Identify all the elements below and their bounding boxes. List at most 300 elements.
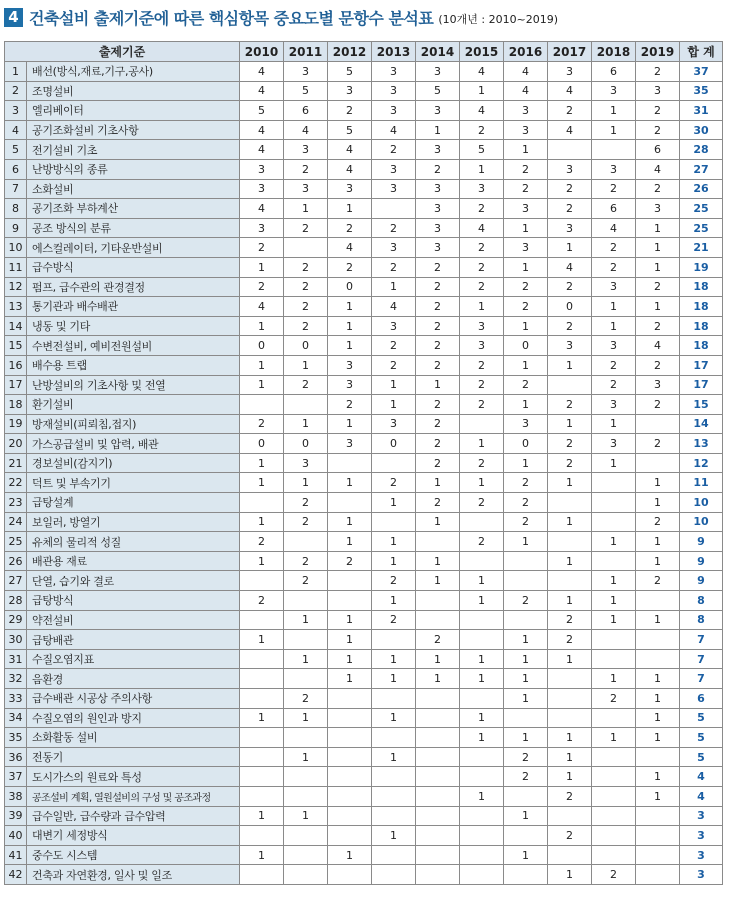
year-count-cell: 1 bbox=[460, 159, 504, 179]
table-header-row bbox=[5, 42, 723, 62]
header-year: 2018 bbox=[592, 42, 636, 62]
year-count-cell bbox=[548, 689, 592, 709]
year-count-cell: 2 bbox=[460, 453, 504, 473]
year-count-cell bbox=[240, 669, 284, 689]
year-count-cell: 1 bbox=[240, 806, 284, 826]
year-count-cell: 1 bbox=[240, 257, 284, 277]
row-criteria-name: 가스공급설비 및 압력, 배관 bbox=[27, 434, 240, 454]
year-count-cell: 2 bbox=[636, 179, 680, 199]
row-criteria-name: 배관용 재료 bbox=[27, 551, 240, 571]
year-count-cell bbox=[592, 551, 636, 571]
year-count-cell: 4 bbox=[548, 257, 592, 277]
year-count-cell: 3 bbox=[328, 434, 372, 454]
year-count-cell: 1 bbox=[548, 551, 592, 571]
row-number: 2 bbox=[5, 81, 27, 101]
row-number: 41 bbox=[5, 845, 27, 865]
year-count-cell: 2 bbox=[328, 257, 372, 277]
row-total: 21 bbox=[680, 238, 723, 258]
table-row bbox=[5, 649, 723, 669]
year-count-cell bbox=[592, 512, 636, 532]
year-count-cell bbox=[240, 865, 284, 885]
row-criteria-name: 환기설비 bbox=[27, 395, 240, 415]
year-count-cell bbox=[636, 453, 680, 473]
year-count-cell bbox=[372, 767, 416, 787]
year-count-cell: 1 bbox=[240, 845, 284, 865]
year-count-cell: 3 bbox=[416, 218, 460, 238]
row-total: 13 bbox=[680, 434, 723, 454]
row-number: 19 bbox=[5, 414, 27, 434]
year-count-cell: 3 bbox=[460, 179, 504, 199]
year-count-cell bbox=[372, 845, 416, 865]
row-criteria-name: 급탕방식 bbox=[27, 591, 240, 611]
year-count-cell: 3 bbox=[504, 238, 548, 258]
year-count-cell bbox=[636, 649, 680, 669]
year-count-cell: 2 bbox=[592, 238, 636, 258]
year-count-cell bbox=[284, 395, 328, 415]
page-title bbox=[4, 4, 558, 30]
year-count-cell: 1 bbox=[460, 649, 504, 669]
year-count-cell: 3 bbox=[636, 375, 680, 395]
year-count-cell: 4 bbox=[328, 238, 372, 258]
row-total: 8 bbox=[680, 591, 723, 611]
year-count-cell: 1 bbox=[592, 728, 636, 748]
row-criteria-name: 에스컬레이터, 기타운반설비 bbox=[27, 238, 240, 258]
row-number: 22 bbox=[5, 473, 27, 493]
year-count-cell: 3 bbox=[416, 101, 460, 121]
table-row bbox=[5, 610, 723, 630]
year-count-cell: 1 bbox=[328, 297, 372, 317]
year-count-cell: 4 bbox=[460, 62, 504, 82]
row-total: 37 bbox=[680, 62, 723, 82]
year-count-cell: 1 bbox=[328, 532, 372, 552]
title-sub: (10개년 : 2010~2019) bbox=[438, 12, 559, 26]
year-count-cell: 2 bbox=[460, 199, 504, 219]
year-count-cell: 2 bbox=[284, 551, 328, 571]
year-count-cell: 1 bbox=[416, 473, 460, 493]
year-count-cell: 1 bbox=[416, 512, 460, 532]
table-row bbox=[5, 179, 723, 199]
row-criteria-name: 대변기 세정방식 bbox=[27, 826, 240, 846]
year-count-cell bbox=[416, 689, 460, 709]
title-main: 건축설비 출제기준에 따른 핵심항목 중요도별 문항수 분석표 bbox=[29, 8, 434, 28]
year-count-cell: 0 bbox=[284, 434, 328, 454]
year-count-cell: 2 bbox=[636, 571, 680, 591]
row-number: 13 bbox=[5, 297, 27, 317]
row-criteria-name: 건축과 자연환경, 일사 및 일조 bbox=[27, 865, 240, 885]
year-count-cell: 2 bbox=[416, 434, 460, 454]
year-count-cell bbox=[372, 630, 416, 650]
year-count-cell: 2 bbox=[504, 179, 548, 199]
year-count-cell bbox=[284, 786, 328, 806]
year-count-cell: 1 bbox=[372, 532, 416, 552]
year-count-cell: 1 bbox=[372, 591, 416, 611]
table-row bbox=[5, 826, 723, 846]
year-count-cell bbox=[328, 865, 372, 885]
year-count-cell bbox=[460, 865, 504, 885]
year-count-cell: 4 bbox=[636, 336, 680, 356]
year-count-cell: 5 bbox=[328, 62, 372, 82]
year-count-cell: 1 bbox=[636, 551, 680, 571]
year-count-cell: 1 bbox=[240, 375, 284, 395]
year-count-cell bbox=[460, 767, 504, 787]
year-count-cell: 2 bbox=[416, 297, 460, 317]
year-count-cell: 0 bbox=[372, 434, 416, 454]
year-count-cell: 2 bbox=[504, 277, 548, 297]
row-criteria-name: 공조 방식의 분류 bbox=[27, 218, 240, 238]
year-count-cell: 3 bbox=[284, 179, 328, 199]
year-count-cell: 1 bbox=[240, 316, 284, 336]
table-row bbox=[5, 120, 723, 140]
row-total: 17 bbox=[680, 355, 723, 375]
year-count-cell bbox=[416, 806, 460, 826]
row-number: 40 bbox=[5, 826, 27, 846]
year-count-cell: 2 bbox=[460, 257, 504, 277]
year-count-cell bbox=[284, 845, 328, 865]
year-count-cell: 1 bbox=[284, 355, 328, 375]
year-count-cell: 2 bbox=[592, 179, 636, 199]
year-count-cell bbox=[548, 375, 592, 395]
row-total: 12 bbox=[680, 453, 723, 473]
row-number: 1 bbox=[5, 62, 27, 82]
year-count-cell: 1 bbox=[548, 728, 592, 748]
year-count-cell: 1 bbox=[416, 551, 460, 571]
year-count-cell: 2 bbox=[460, 493, 504, 513]
row-total: 7 bbox=[680, 669, 723, 689]
row-total: 28 bbox=[680, 140, 723, 160]
year-count-cell: 1 bbox=[592, 414, 636, 434]
row-criteria-name: 엘리베이터 bbox=[27, 101, 240, 121]
year-count-cell: 6 bbox=[592, 62, 636, 82]
year-count-cell bbox=[460, 414, 504, 434]
year-count-cell: 1 bbox=[240, 453, 284, 473]
year-count-cell: 2 bbox=[504, 297, 548, 317]
year-count-cell: 3 bbox=[284, 453, 328, 473]
year-count-cell: 2 bbox=[460, 120, 504, 140]
year-count-cell bbox=[636, 826, 680, 846]
year-count-cell: 0 bbox=[548, 297, 592, 317]
year-count-cell: 3 bbox=[416, 140, 460, 160]
row-total: 9 bbox=[680, 551, 723, 571]
row-total: 15 bbox=[680, 395, 723, 415]
year-count-cell: 1 bbox=[328, 649, 372, 669]
year-count-cell bbox=[328, 786, 372, 806]
year-count-cell: 1 bbox=[416, 375, 460, 395]
year-count-cell: 1 bbox=[328, 414, 372, 434]
row-criteria-name: 수질오염지표 bbox=[27, 649, 240, 669]
year-count-cell: 1 bbox=[240, 708, 284, 728]
year-count-cell bbox=[328, 826, 372, 846]
year-count-cell: 1 bbox=[284, 708, 328, 728]
year-count-cell: 1 bbox=[372, 395, 416, 415]
year-count-cell: 2 bbox=[548, 826, 592, 846]
year-count-cell: 1 bbox=[504, 669, 548, 689]
year-count-cell: 0 bbox=[328, 277, 372, 297]
row-criteria-name: 소화활동 설비 bbox=[27, 728, 240, 748]
year-count-cell: 1 bbox=[548, 591, 592, 611]
year-count-cell: 0 bbox=[284, 336, 328, 356]
year-count-cell: 3 bbox=[636, 199, 680, 219]
row-criteria-name: 공기조화 부하계산 bbox=[27, 199, 240, 219]
year-count-cell bbox=[460, 689, 504, 709]
row-criteria-name: 보일러, 방열기 bbox=[27, 512, 240, 532]
year-count-cell bbox=[592, 786, 636, 806]
year-count-cell bbox=[240, 728, 284, 748]
year-count-cell: 1 bbox=[328, 610, 372, 630]
row-number: 11 bbox=[5, 257, 27, 277]
year-count-cell bbox=[240, 689, 284, 709]
row-total: 18 bbox=[680, 297, 723, 317]
row-number: 42 bbox=[5, 865, 27, 885]
row-criteria-name: 중수도 시스템 bbox=[27, 845, 240, 865]
year-count-cell: 2 bbox=[240, 238, 284, 258]
year-count-cell bbox=[592, 845, 636, 865]
year-count-cell: 4 bbox=[504, 81, 548, 101]
table-row bbox=[5, 689, 723, 709]
year-count-cell: 1 bbox=[592, 453, 636, 473]
row-total: 3 bbox=[680, 826, 723, 846]
year-count-cell: 1 bbox=[460, 591, 504, 611]
header-year: 2015 bbox=[460, 42, 504, 62]
row-total: 11 bbox=[680, 473, 723, 493]
row-number: 9 bbox=[5, 218, 27, 238]
year-count-cell bbox=[416, 591, 460, 611]
table-row bbox=[5, 375, 723, 395]
row-number: 4 bbox=[5, 120, 27, 140]
year-count-cell bbox=[636, 591, 680, 611]
year-count-cell: 1 bbox=[416, 571, 460, 591]
analysis-table bbox=[4, 41, 723, 885]
year-count-cell: 1 bbox=[504, 630, 548, 650]
year-count-cell: 3 bbox=[504, 199, 548, 219]
year-count-cell bbox=[372, 728, 416, 748]
year-count-cell: 1 bbox=[372, 747, 416, 767]
table-row bbox=[5, 571, 723, 591]
header-year: 2017 bbox=[548, 42, 592, 62]
year-count-cell: 1 bbox=[592, 297, 636, 317]
year-count-cell: 1 bbox=[504, 257, 548, 277]
year-count-cell bbox=[548, 140, 592, 160]
row-criteria-name: 단열, 습기와 결로 bbox=[27, 571, 240, 591]
year-count-cell: 3 bbox=[592, 336, 636, 356]
year-count-cell bbox=[416, 786, 460, 806]
year-count-cell: 2 bbox=[504, 591, 548, 611]
year-count-cell: 1 bbox=[416, 649, 460, 669]
year-count-cell bbox=[328, 453, 372, 473]
year-count-cell: 1 bbox=[460, 728, 504, 748]
year-count-cell: 1 bbox=[372, 669, 416, 689]
row-number: 27 bbox=[5, 571, 27, 591]
year-count-cell: 1 bbox=[548, 865, 592, 885]
year-count-cell: 2 bbox=[416, 453, 460, 473]
year-count-cell: 4 bbox=[284, 120, 328, 140]
year-count-cell: 3 bbox=[548, 218, 592, 238]
row-number: 26 bbox=[5, 551, 27, 571]
row-number: 12 bbox=[5, 277, 27, 297]
year-count-cell: 1 bbox=[636, 689, 680, 709]
row-total: 5 bbox=[680, 708, 723, 728]
year-count-cell: 2 bbox=[504, 375, 548, 395]
year-count-cell: 2 bbox=[504, 747, 548, 767]
row-criteria-name: 방재설비(피뢰침,접지) bbox=[27, 414, 240, 434]
year-count-cell: 1 bbox=[328, 473, 372, 493]
year-count-cell: 1 bbox=[284, 473, 328, 493]
year-count-cell bbox=[328, 591, 372, 611]
year-count-cell bbox=[460, 551, 504, 571]
year-count-cell: 3 bbox=[372, 81, 416, 101]
year-count-cell: 3 bbox=[460, 316, 504, 336]
table-body bbox=[5, 62, 723, 885]
year-count-cell: 3 bbox=[416, 179, 460, 199]
year-count-cell: 1 bbox=[460, 786, 504, 806]
section-number-badge: 4 bbox=[4, 8, 23, 27]
year-count-cell bbox=[416, 865, 460, 885]
row-criteria-name: 도시가스의 원료와 특성 bbox=[27, 767, 240, 787]
table-row bbox=[5, 395, 723, 415]
year-count-cell: 3 bbox=[592, 434, 636, 454]
row-total: 7 bbox=[680, 630, 723, 650]
year-count-cell: 2 bbox=[328, 395, 372, 415]
row-number: 37 bbox=[5, 767, 27, 787]
year-count-cell bbox=[636, 747, 680, 767]
row-total: 7 bbox=[680, 649, 723, 669]
year-count-cell: 2 bbox=[548, 199, 592, 219]
year-count-cell: 3 bbox=[240, 179, 284, 199]
year-count-cell: 2 bbox=[548, 101, 592, 121]
table-row bbox=[5, 62, 723, 82]
year-count-cell bbox=[240, 493, 284, 513]
year-count-cell: 2 bbox=[548, 630, 592, 650]
year-count-cell: 1 bbox=[328, 512, 372, 532]
year-count-cell bbox=[328, 571, 372, 591]
row-criteria-name: 약전설비 bbox=[27, 610, 240, 630]
year-count-cell: 1 bbox=[240, 630, 284, 650]
year-count-cell: 2 bbox=[416, 630, 460, 650]
table-row bbox=[5, 786, 723, 806]
year-count-cell: 2 bbox=[548, 395, 592, 415]
year-count-cell: 6 bbox=[284, 101, 328, 121]
row-number: 23 bbox=[5, 493, 27, 513]
year-count-cell bbox=[504, 826, 548, 846]
year-count-cell: 2 bbox=[284, 493, 328, 513]
year-count-cell bbox=[504, 551, 548, 571]
year-count-cell: 2 bbox=[548, 610, 592, 630]
year-count-cell: 3 bbox=[240, 218, 284, 238]
year-count-cell bbox=[504, 610, 548, 630]
row-total: 10 bbox=[680, 512, 723, 532]
row-criteria-name: 난방설비의 기초사항 및 전열 bbox=[27, 375, 240, 395]
year-count-cell bbox=[240, 610, 284, 630]
row-total: 30 bbox=[680, 120, 723, 140]
year-count-cell bbox=[284, 669, 328, 689]
year-count-cell: 2 bbox=[416, 414, 460, 434]
year-count-cell: 1 bbox=[372, 708, 416, 728]
year-count-cell: 2 bbox=[240, 277, 284, 297]
year-count-cell bbox=[592, 767, 636, 787]
row-criteria-name: 공조설비 계획, 열원설비의 구성 및 공조과정 bbox=[27, 786, 240, 806]
table-row bbox=[5, 532, 723, 552]
row-total: 31 bbox=[680, 101, 723, 121]
row-number: 16 bbox=[5, 355, 27, 375]
year-count-cell bbox=[460, 826, 504, 846]
year-count-cell: 1 bbox=[592, 316, 636, 336]
row-total: 26 bbox=[680, 179, 723, 199]
year-count-cell: 0 bbox=[240, 336, 284, 356]
row-total: 25 bbox=[680, 218, 723, 238]
year-count-cell: 1 bbox=[460, 81, 504, 101]
year-count-cell bbox=[592, 473, 636, 493]
year-count-cell bbox=[636, 845, 680, 865]
year-count-cell bbox=[460, 630, 504, 650]
year-count-cell bbox=[592, 806, 636, 826]
year-count-cell: 2 bbox=[504, 473, 548, 493]
year-count-cell: 1 bbox=[636, 473, 680, 493]
year-count-cell: 3 bbox=[592, 159, 636, 179]
row-criteria-name: 전동기 bbox=[27, 747, 240, 767]
year-count-cell: 6 bbox=[592, 199, 636, 219]
year-count-cell: 3 bbox=[504, 414, 548, 434]
table-row bbox=[5, 199, 723, 219]
row-total: 35 bbox=[680, 81, 723, 101]
year-count-cell: 3 bbox=[240, 159, 284, 179]
row-total: 14 bbox=[680, 414, 723, 434]
table-row bbox=[5, 277, 723, 297]
year-count-cell bbox=[284, 767, 328, 787]
year-count-cell: 2 bbox=[372, 571, 416, 591]
year-count-cell: 1 bbox=[372, 551, 416, 571]
header-total: 합 계 bbox=[680, 42, 723, 62]
year-count-cell bbox=[548, 532, 592, 552]
header-year: 2010 bbox=[240, 42, 284, 62]
year-count-cell bbox=[328, 728, 372, 748]
year-count-cell: 5 bbox=[240, 101, 284, 121]
row-number: 15 bbox=[5, 336, 27, 356]
year-count-cell: 2 bbox=[284, 689, 328, 709]
year-count-cell: 2 bbox=[636, 316, 680, 336]
row-criteria-name: 배수용 트랩 bbox=[27, 355, 240, 375]
row-criteria-name: 유체의 물리적 성질 bbox=[27, 532, 240, 552]
year-count-cell: 1 bbox=[636, 767, 680, 787]
year-count-cell bbox=[372, 865, 416, 885]
row-total: 18 bbox=[680, 336, 723, 356]
year-count-cell bbox=[328, 767, 372, 787]
row-number: 14 bbox=[5, 316, 27, 336]
year-count-cell: 1 bbox=[372, 649, 416, 669]
year-count-cell: 1 bbox=[372, 277, 416, 297]
row-number: 25 bbox=[5, 532, 27, 552]
row-number: 7 bbox=[5, 179, 27, 199]
header-year: 2016 bbox=[504, 42, 548, 62]
year-count-cell: 0 bbox=[504, 336, 548, 356]
year-count-cell: 1 bbox=[240, 473, 284, 493]
year-count-cell bbox=[416, 708, 460, 728]
row-number: 6 bbox=[5, 159, 27, 179]
row-number: 33 bbox=[5, 689, 27, 709]
year-count-cell: 1 bbox=[548, 747, 592, 767]
row-criteria-name: 급수방식 bbox=[27, 257, 240, 277]
year-count-cell: 1 bbox=[416, 669, 460, 689]
row-total: 4 bbox=[680, 767, 723, 787]
year-count-cell: 4 bbox=[636, 159, 680, 179]
row-number: 36 bbox=[5, 747, 27, 767]
year-count-cell: 5 bbox=[416, 81, 460, 101]
year-count-cell bbox=[548, 493, 592, 513]
year-count-cell bbox=[548, 806, 592, 826]
row-number: 34 bbox=[5, 708, 27, 728]
year-count-cell: 3 bbox=[460, 336, 504, 356]
year-count-cell: 3 bbox=[548, 62, 592, 82]
year-count-cell bbox=[328, 493, 372, 513]
year-count-cell bbox=[592, 493, 636, 513]
